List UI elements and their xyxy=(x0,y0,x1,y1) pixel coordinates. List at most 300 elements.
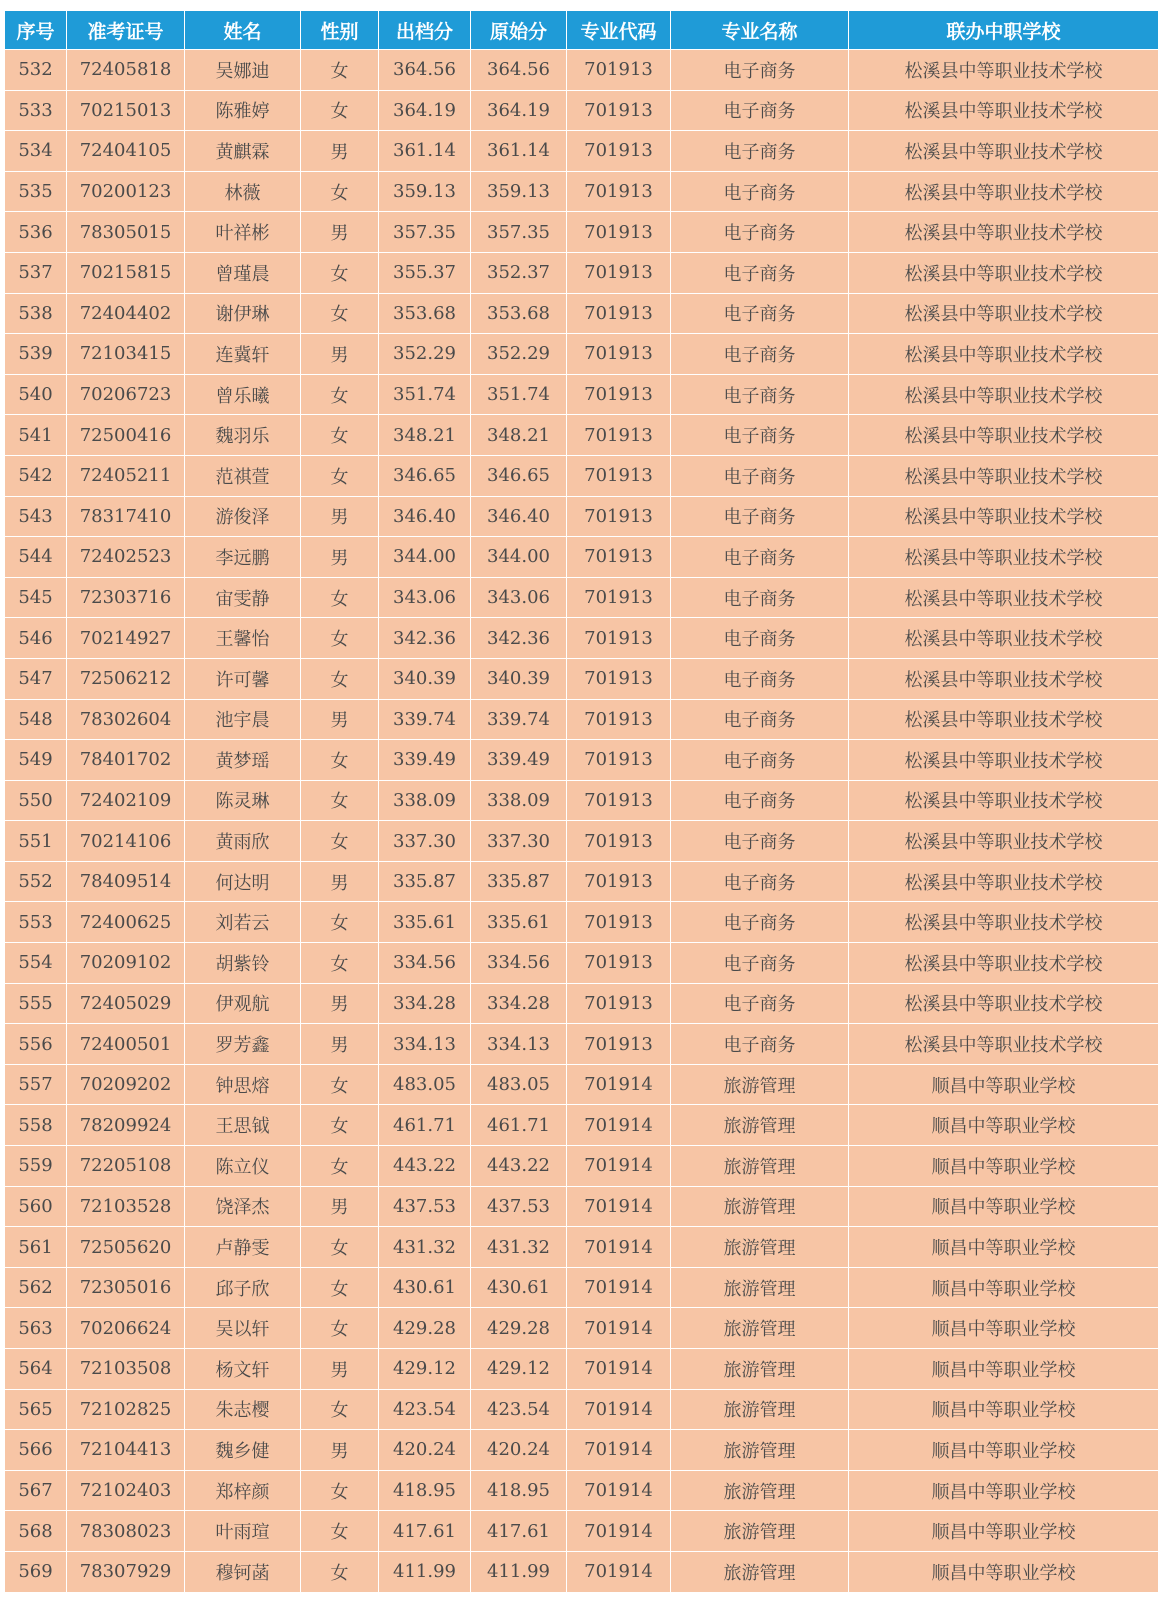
cell-exam-id: 78307929 xyxy=(67,1551,185,1592)
table-row xyxy=(5,90,1159,131)
cell-raw-score: 343.06 xyxy=(471,577,567,618)
cell-serial: 557 xyxy=(5,1064,67,1105)
cell-admission-score: 411.99 xyxy=(379,1551,471,1592)
cell-raw-score: 431.32 xyxy=(471,1227,567,1268)
table-row xyxy=(5,537,1159,578)
table-row xyxy=(5,1064,1159,1105)
cell-name: 吴娜迪 xyxy=(185,50,301,91)
cell-major-name: 旅游管理 xyxy=(671,1551,849,1592)
cell-serial: 558 xyxy=(5,1105,67,1146)
cell-partner-school: 顺昌中等职业学校 xyxy=(849,1551,1159,1592)
cell-serial: 536 xyxy=(5,212,67,253)
cell-major-code: 701914 xyxy=(567,1511,671,1552)
cell-admission-score: 351.74 xyxy=(379,374,471,415)
cell-name: 伊观航 xyxy=(185,983,301,1024)
cell-major-name: 旅游管理 xyxy=(671,1227,849,1268)
cell-admission-score: 423.54 xyxy=(379,1389,471,1430)
cell-gender: 女 xyxy=(301,374,379,415)
cell-gender: 女 xyxy=(301,740,379,781)
cell-name: 黄梦瑶 xyxy=(185,740,301,781)
cell-admission-score: 337.30 xyxy=(379,821,471,862)
cell-exam-id: 72400625 xyxy=(67,902,185,943)
cell-serial: 553 xyxy=(5,902,67,943)
cell-exam-id: 72205108 xyxy=(67,1146,185,1187)
cell-partner-school: 松溪县中等职业技术学校 xyxy=(849,699,1159,740)
cell-name: 王思钺 xyxy=(185,1105,301,1146)
cell-exam-id: 70215013 xyxy=(67,90,185,131)
cell-admission-score: 443.22 xyxy=(379,1146,471,1187)
cell-major-code: 701913 xyxy=(567,537,671,578)
cell-partner-school: 松溪县中等职业技术学校 xyxy=(849,618,1159,659)
cell-major-name: 电子商务 xyxy=(671,943,849,984)
cell-gender: 女 xyxy=(301,1146,379,1187)
cell-exam-id: 72103528 xyxy=(67,1186,185,1227)
cell-admission-score: 431.32 xyxy=(379,1227,471,1268)
cell-major-name: 旅游管理 xyxy=(671,1389,849,1430)
cell-name: 陈立仪 xyxy=(185,1146,301,1187)
cell-exam-id: 72103508 xyxy=(67,1349,185,1390)
cell-partner-school: 松溪县中等职业技术学校 xyxy=(849,293,1159,334)
cell-admission-score: 346.65 xyxy=(379,455,471,496)
cell-major-code: 701913 xyxy=(567,131,671,172)
table-row xyxy=(5,780,1159,821)
cell-gender: 女 xyxy=(301,780,379,821)
header-name: 姓名 xyxy=(185,11,301,50)
header-exam-id: 准考证号 xyxy=(67,11,185,50)
table-row xyxy=(5,1105,1159,1146)
header-major-code: 专业代码 xyxy=(567,11,671,50)
table-row xyxy=(5,455,1159,496)
cell-major-code: 701913 xyxy=(567,90,671,131)
cell-exam-id: 72505620 xyxy=(67,1227,185,1268)
cell-partner-school: 松溪县中等职业技术学校 xyxy=(849,131,1159,172)
cell-admission-score: 361.14 xyxy=(379,131,471,172)
cell-raw-score: 351.74 xyxy=(471,374,567,415)
cell-exam-id: 72405029 xyxy=(67,983,185,1024)
cell-major-name: 电子商务 xyxy=(671,740,849,781)
cell-partner-school: 顺昌中等职业学校 xyxy=(849,1105,1159,1146)
table-row xyxy=(5,699,1159,740)
cell-raw-score: 352.37 xyxy=(471,252,567,293)
cell-gender: 男 xyxy=(301,212,379,253)
cell-admission-score: 335.87 xyxy=(379,861,471,902)
cell-raw-score: 357.35 xyxy=(471,212,567,253)
cell-admission-score: 334.56 xyxy=(379,943,471,984)
table-row xyxy=(5,1308,1159,1349)
cell-major-code: 701913 xyxy=(567,293,671,334)
cell-major-name: 电子商务 xyxy=(671,293,849,334)
cell-major-code: 701913 xyxy=(567,658,671,699)
cell-partner-school: 松溪县中等职业技术学校 xyxy=(849,1024,1159,1065)
cell-partner-school: 顺昌中等职业学校 xyxy=(849,1064,1159,1105)
cell-major-name: 电子商务 xyxy=(671,861,849,902)
cell-name: 魏乡健 xyxy=(185,1430,301,1471)
cell-serial: 563 xyxy=(5,1308,67,1349)
cell-major-code: 701913 xyxy=(567,983,671,1024)
cell-raw-score: 359.13 xyxy=(471,171,567,212)
cell-serial: 550 xyxy=(5,780,67,821)
cell-major-code: 701914 xyxy=(567,1267,671,1308)
cell-admission-score: 364.19 xyxy=(379,90,471,131)
table-row xyxy=(5,821,1159,862)
cell-major-name: 电子商务 xyxy=(671,334,849,375)
cell-name: 林薇 xyxy=(185,171,301,212)
cell-exam-id: 72102825 xyxy=(67,1389,185,1430)
cell-partner-school: 松溪县中等职业技术学校 xyxy=(849,496,1159,537)
cell-serial: 560 xyxy=(5,1186,67,1227)
cell-major-name: 电子商务 xyxy=(671,131,849,172)
cell-major-name: 电子商务 xyxy=(671,496,849,537)
cell-name: 罗芳鑫 xyxy=(185,1024,301,1065)
table-row xyxy=(5,740,1159,781)
cell-raw-score: 418.95 xyxy=(471,1470,567,1511)
cell-name: 刘若云 xyxy=(185,902,301,943)
cell-exam-id: 78409514 xyxy=(67,861,185,902)
cell-major-code: 701913 xyxy=(567,1024,671,1065)
cell-raw-score: 338.09 xyxy=(471,780,567,821)
cell-partner-school: 松溪县中等职业技术学校 xyxy=(849,861,1159,902)
cell-name: 叶雨瑄 xyxy=(185,1511,301,1552)
cell-name: 魏羽乐 xyxy=(185,415,301,456)
cell-gender: 男 xyxy=(301,334,379,375)
cell-major-name: 电子商务 xyxy=(671,983,849,1024)
cell-gender: 男 xyxy=(301,537,379,578)
cell-raw-score: 335.61 xyxy=(471,902,567,943)
cell-exam-id: 78305015 xyxy=(67,212,185,253)
cell-major-code: 701914 xyxy=(567,1551,671,1592)
cell-name: 谢伊琳 xyxy=(185,293,301,334)
cell-exam-id: 72402523 xyxy=(67,537,185,578)
cell-raw-score: 348.21 xyxy=(471,415,567,456)
cell-partner-school: 松溪县中等职业技术学校 xyxy=(849,740,1159,781)
cell-admission-score: 357.35 xyxy=(379,212,471,253)
cell-exam-id: 72405818 xyxy=(67,50,185,91)
cell-gender: 男 xyxy=(301,1024,379,1065)
cell-exam-id: 72104413 xyxy=(67,1430,185,1471)
cell-partner-school: 松溪县中等职业技术学校 xyxy=(849,577,1159,618)
cell-major-name: 旅游管理 xyxy=(671,1511,849,1552)
cell-raw-score: 334.28 xyxy=(471,983,567,1024)
cell-name: 邱子欣 xyxy=(185,1267,301,1308)
cell-exam-id: 78308023 xyxy=(67,1511,185,1552)
cell-major-name: 旅游管理 xyxy=(671,1267,849,1308)
cell-admission-score: 340.39 xyxy=(379,658,471,699)
header-gender: 性别 xyxy=(301,11,379,50)
cell-partner-school: 顺昌中等职业学校 xyxy=(849,1430,1159,1471)
cell-serial: 562 xyxy=(5,1267,67,1308)
cell-raw-score: 334.56 xyxy=(471,943,567,984)
cell-serial: 548 xyxy=(5,699,67,740)
cell-gender: 男 xyxy=(301,983,379,1024)
cell-gender: 女 xyxy=(301,902,379,943)
cell-serial: 532 xyxy=(5,50,67,91)
cell-name: 杨文轩 xyxy=(185,1349,301,1390)
cell-major-code: 701913 xyxy=(567,740,671,781)
cell-major-code: 701914 xyxy=(567,1470,671,1511)
cell-gender: 男 xyxy=(301,131,379,172)
cell-admission-score: 483.05 xyxy=(379,1064,471,1105)
cell-raw-score: 423.54 xyxy=(471,1389,567,1430)
cell-serial: 547 xyxy=(5,658,67,699)
cell-name: 吴以轩 xyxy=(185,1308,301,1349)
cell-partner-school: 松溪县中等职业技术学校 xyxy=(849,212,1159,253)
cell-raw-score: 461.71 xyxy=(471,1105,567,1146)
cell-serial: 555 xyxy=(5,983,67,1024)
cell-admission-score: 339.74 xyxy=(379,699,471,740)
table-row xyxy=(5,902,1159,943)
table-row xyxy=(5,943,1159,984)
cell-name: 王馨怡 xyxy=(185,618,301,659)
cell-partner-school: 松溪县中等职业技术学校 xyxy=(849,983,1159,1024)
cell-exam-id: 70215815 xyxy=(67,252,185,293)
cell-name: 郑梓颜 xyxy=(185,1470,301,1511)
cell-partner-school: 顺昌中等职业学校 xyxy=(849,1227,1159,1268)
cell-admission-score: 334.13 xyxy=(379,1024,471,1065)
cell-gender: 女 xyxy=(301,415,379,456)
cell-raw-score: 364.56 xyxy=(471,50,567,91)
cell-serial: 546 xyxy=(5,618,67,659)
table-row xyxy=(5,1186,1159,1227)
table-row xyxy=(5,1146,1159,1187)
cell-name: 何达明 xyxy=(185,861,301,902)
cell-major-code: 701913 xyxy=(567,943,671,984)
cell-major-name: 电子商务 xyxy=(671,50,849,91)
cell-admission-score: 437.53 xyxy=(379,1186,471,1227)
cell-name: 许可馨 xyxy=(185,658,301,699)
cell-raw-score: 335.87 xyxy=(471,861,567,902)
cell-gender: 女 xyxy=(301,1551,379,1592)
cell-gender: 女 xyxy=(301,1511,379,1552)
cell-major-code: 701913 xyxy=(567,252,671,293)
cell-serial: 564 xyxy=(5,1349,67,1390)
cell-admission-score: 461.71 xyxy=(379,1105,471,1146)
cell-raw-score: 429.12 xyxy=(471,1349,567,1390)
cell-admission-score: 429.28 xyxy=(379,1308,471,1349)
cell-gender: 女 xyxy=(301,618,379,659)
cell-raw-score: 483.05 xyxy=(471,1064,567,1105)
cell-admission-score: 343.06 xyxy=(379,577,471,618)
cell-serial: 533 xyxy=(5,90,67,131)
cell-name: 饶泽杰 xyxy=(185,1186,301,1227)
cell-raw-score: 353.68 xyxy=(471,293,567,334)
cell-raw-score: 417.61 xyxy=(471,1511,567,1552)
cell-serial: 552 xyxy=(5,861,67,902)
cell-exam-id: 78209924 xyxy=(67,1105,185,1146)
table-row xyxy=(5,212,1159,253)
cell-serial: 567 xyxy=(5,1470,67,1511)
cell-major-name: 电子商务 xyxy=(671,618,849,659)
cell-major-code: 701913 xyxy=(567,212,671,253)
cell-partner-school: 松溪县中等职业技术学校 xyxy=(849,821,1159,862)
cell-major-name: 旅游管理 xyxy=(671,1349,849,1390)
cell-admission-score: 430.61 xyxy=(379,1267,471,1308)
cell-exam-id: 72402109 xyxy=(67,780,185,821)
cell-major-code: 701914 xyxy=(567,1186,671,1227)
cell-admission-score: 418.95 xyxy=(379,1470,471,1511)
cell-admission-score: 339.49 xyxy=(379,740,471,781)
cell-gender: 男 xyxy=(301,1430,379,1471)
cell-partner-school: 松溪县中等职业技术学校 xyxy=(849,455,1159,496)
cell-exam-id: 72400501 xyxy=(67,1024,185,1065)
cell-exam-id: 78401702 xyxy=(67,740,185,781)
table-row xyxy=(5,50,1159,91)
cell-exam-id: 70214927 xyxy=(67,618,185,659)
cell-exam-id: 70209202 xyxy=(67,1064,185,1105)
cell-name: 黄雨欣 xyxy=(185,821,301,862)
cell-raw-score: 437.53 xyxy=(471,1186,567,1227)
cell-name: 宙雯静 xyxy=(185,577,301,618)
cell-gender: 男 xyxy=(301,699,379,740)
table-row xyxy=(5,1511,1159,1552)
table-row xyxy=(5,171,1159,212)
cell-admission-score: 355.37 xyxy=(379,252,471,293)
cell-major-name: 电子商务 xyxy=(671,171,849,212)
cell-major-code: 701913 xyxy=(567,496,671,537)
table-row xyxy=(5,658,1159,699)
cell-exam-id: 70206624 xyxy=(67,1308,185,1349)
cell-major-name: 电子商务 xyxy=(671,577,849,618)
cell-name: 胡紫铃 xyxy=(185,943,301,984)
cell-serial: 554 xyxy=(5,943,67,984)
cell-partner-school: 松溪县中等职业技术学校 xyxy=(849,374,1159,415)
cell-serial: 566 xyxy=(5,1430,67,1471)
cell-gender: 女 xyxy=(301,1064,379,1105)
cell-major-name: 电子商务 xyxy=(671,1024,849,1065)
cell-gender: 女 xyxy=(301,50,379,91)
cell-partner-school: 松溪县中等职业技术学校 xyxy=(849,90,1159,131)
cell-gender: 女 xyxy=(301,90,379,131)
cell-exam-id: 70200123 xyxy=(67,171,185,212)
cell-major-code: 701913 xyxy=(567,577,671,618)
cell-major-code: 701913 xyxy=(567,861,671,902)
header-major-name: 专业名称 xyxy=(671,11,849,50)
cell-major-name: 旅游管理 xyxy=(671,1064,849,1105)
cell-exam-id: 72305016 xyxy=(67,1267,185,1308)
cell-exam-id: 72103415 xyxy=(67,334,185,375)
cell-major-code: 701913 xyxy=(567,821,671,862)
cell-partner-school: 松溪县中等职业技术学校 xyxy=(849,780,1159,821)
cell-major-code: 701914 xyxy=(567,1064,671,1105)
cell-partner-school: 松溪县中等职业技术学校 xyxy=(849,50,1159,91)
cell-name: 游俊泽 xyxy=(185,496,301,537)
table-row xyxy=(5,252,1159,293)
cell-major-name: 电子商务 xyxy=(671,902,849,943)
cell-major-name: 旅游管理 xyxy=(671,1186,849,1227)
cell-major-name: 电子商务 xyxy=(671,455,849,496)
cell-partner-school: 松溪县中等职业技术学校 xyxy=(849,334,1159,375)
cell-major-code: 701913 xyxy=(567,374,671,415)
cell-serial: 538 xyxy=(5,293,67,334)
cell-serial: 551 xyxy=(5,821,67,862)
cell-exam-id: 72506212 xyxy=(67,658,185,699)
cell-major-name: 电子商务 xyxy=(671,252,849,293)
cell-admission-score: 346.40 xyxy=(379,496,471,537)
table-row xyxy=(5,618,1159,659)
cell-admission-score: 420.24 xyxy=(379,1430,471,1471)
cell-serial: 545 xyxy=(5,577,67,618)
cell-serial: 561 xyxy=(5,1227,67,1268)
cell-serial: 541 xyxy=(5,415,67,456)
table-row xyxy=(5,293,1159,334)
cell-name: 连冀轩 xyxy=(185,334,301,375)
cell-major-name: 旅游管理 xyxy=(671,1105,849,1146)
cell-major-name: 电子商务 xyxy=(671,415,849,456)
cell-exam-id: 78302604 xyxy=(67,699,185,740)
cell-exam-id: 72102403 xyxy=(67,1470,185,1511)
cell-gender: 男 xyxy=(301,861,379,902)
cell-major-name: 旅游管理 xyxy=(671,1146,849,1187)
cell-partner-school: 顺昌中等职业学校 xyxy=(849,1349,1159,1390)
cell-raw-score: 361.14 xyxy=(471,131,567,172)
cell-exam-id: 70206723 xyxy=(67,374,185,415)
cell-major-name: 电子商务 xyxy=(671,658,849,699)
cell-serial: 539 xyxy=(5,334,67,375)
cell-admission-score: 359.13 xyxy=(379,171,471,212)
cell-major-name: 电子商务 xyxy=(671,780,849,821)
cell-raw-score: 346.40 xyxy=(471,496,567,537)
cell-name: 曾瑾晨 xyxy=(185,252,301,293)
cell-major-name: 电子商务 xyxy=(671,212,849,253)
cell-admission-score: 348.21 xyxy=(379,415,471,456)
cell-admission-score: 417.61 xyxy=(379,1511,471,1552)
cell-major-name: 电子商务 xyxy=(671,90,849,131)
header-partner-school: 联办中职学校 xyxy=(849,11,1159,50)
cell-exam-id: 78317410 xyxy=(67,496,185,537)
cell-name: 朱志樱 xyxy=(185,1389,301,1430)
cell-partner-school: 松溪县中等职业技术学校 xyxy=(849,171,1159,212)
cell-partner-school: 松溪县中等职业技术学校 xyxy=(849,658,1159,699)
cell-partner-school: 顺昌中等职业学校 xyxy=(849,1186,1159,1227)
cell-major-name: 旅游管理 xyxy=(671,1470,849,1511)
cell-serial: 549 xyxy=(5,740,67,781)
header-row xyxy=(5,11,1159,50)
cell-gender: 女 xyxy=(301,821,379,862)
header-raw-score: 原始分 xyxy=(471,11,567,50)
cell-partner-school: 顺昌中等职业学校 xyxy=(849,1146,1159,1187)
cell-major-code: 701913 xyxy=(567,902,671,943)
cell-raw-score: 339.49 xyxy=(471,740,567,781)
cell-partner-school: 松溪县中等职业技术学校 xyxy=(849,943,1159,984)
cell-serial: 542 xyxy=(5,455,67,496)
cell-admission-score: 335.61 xyxy=(379,902,471,943)
cell-raw-score: 344.00 xyxy=(471,537,567,578)
cell-name: 卢静雯 xyxy=(185,1227,301,1268)
cell-admission-score: 342.36 xyxy=(379,618,471,659)
cell-raw-score: 420.24 xyxy=(471,1430,567,1471)
header-serial: 序号 xyxy=(5,11,67,50)
cell-admission-score: 364.56 xyxy=(379,50,471,91)
cell-admission-score: 338.09 xyxy=(379,780,471,821)
cell-exam-id: 72405211 xyxy=(67,455,185,496)
table-row xyxy=(5,374,1159,415)
cell-major-code: 701913 xyxy=(567,780,671,821)
cell-exam-id: 72303716 xyxy=(67,577,185,618)
admission-table xyxy=(4,10,1159,1593)
cell-major-name: 电子商务 xyxy=(671,821,849,862)
cell-admission-score: 334.28 xyxy=(379,983,471,1024)
table-body xyxy=(5,50,1159,1593)
cell-exam-id: 72404105 xyxy=(67,131,185,172)
table-row xyxy=(5,1227,1159,1268)
header-admission-score: 出档分 xyxy=(379,11,471,50)
cell-raw-score: 337.30 xyxy=(471,821,567,862)
table-row xyxy=(5,1430,1159,1471)
cell-raw-score: 346.65 xyxy=(471,455,567,496)
table-row xyxy=(5,496,1159,537)
cell-major-name: 电子商务 xyxy=(671,537,849,578)
table-row xyxy=(5,1349,1159,1390)
cell-raw-score: 443.22 xyxy=(471,1146,567,1187)
